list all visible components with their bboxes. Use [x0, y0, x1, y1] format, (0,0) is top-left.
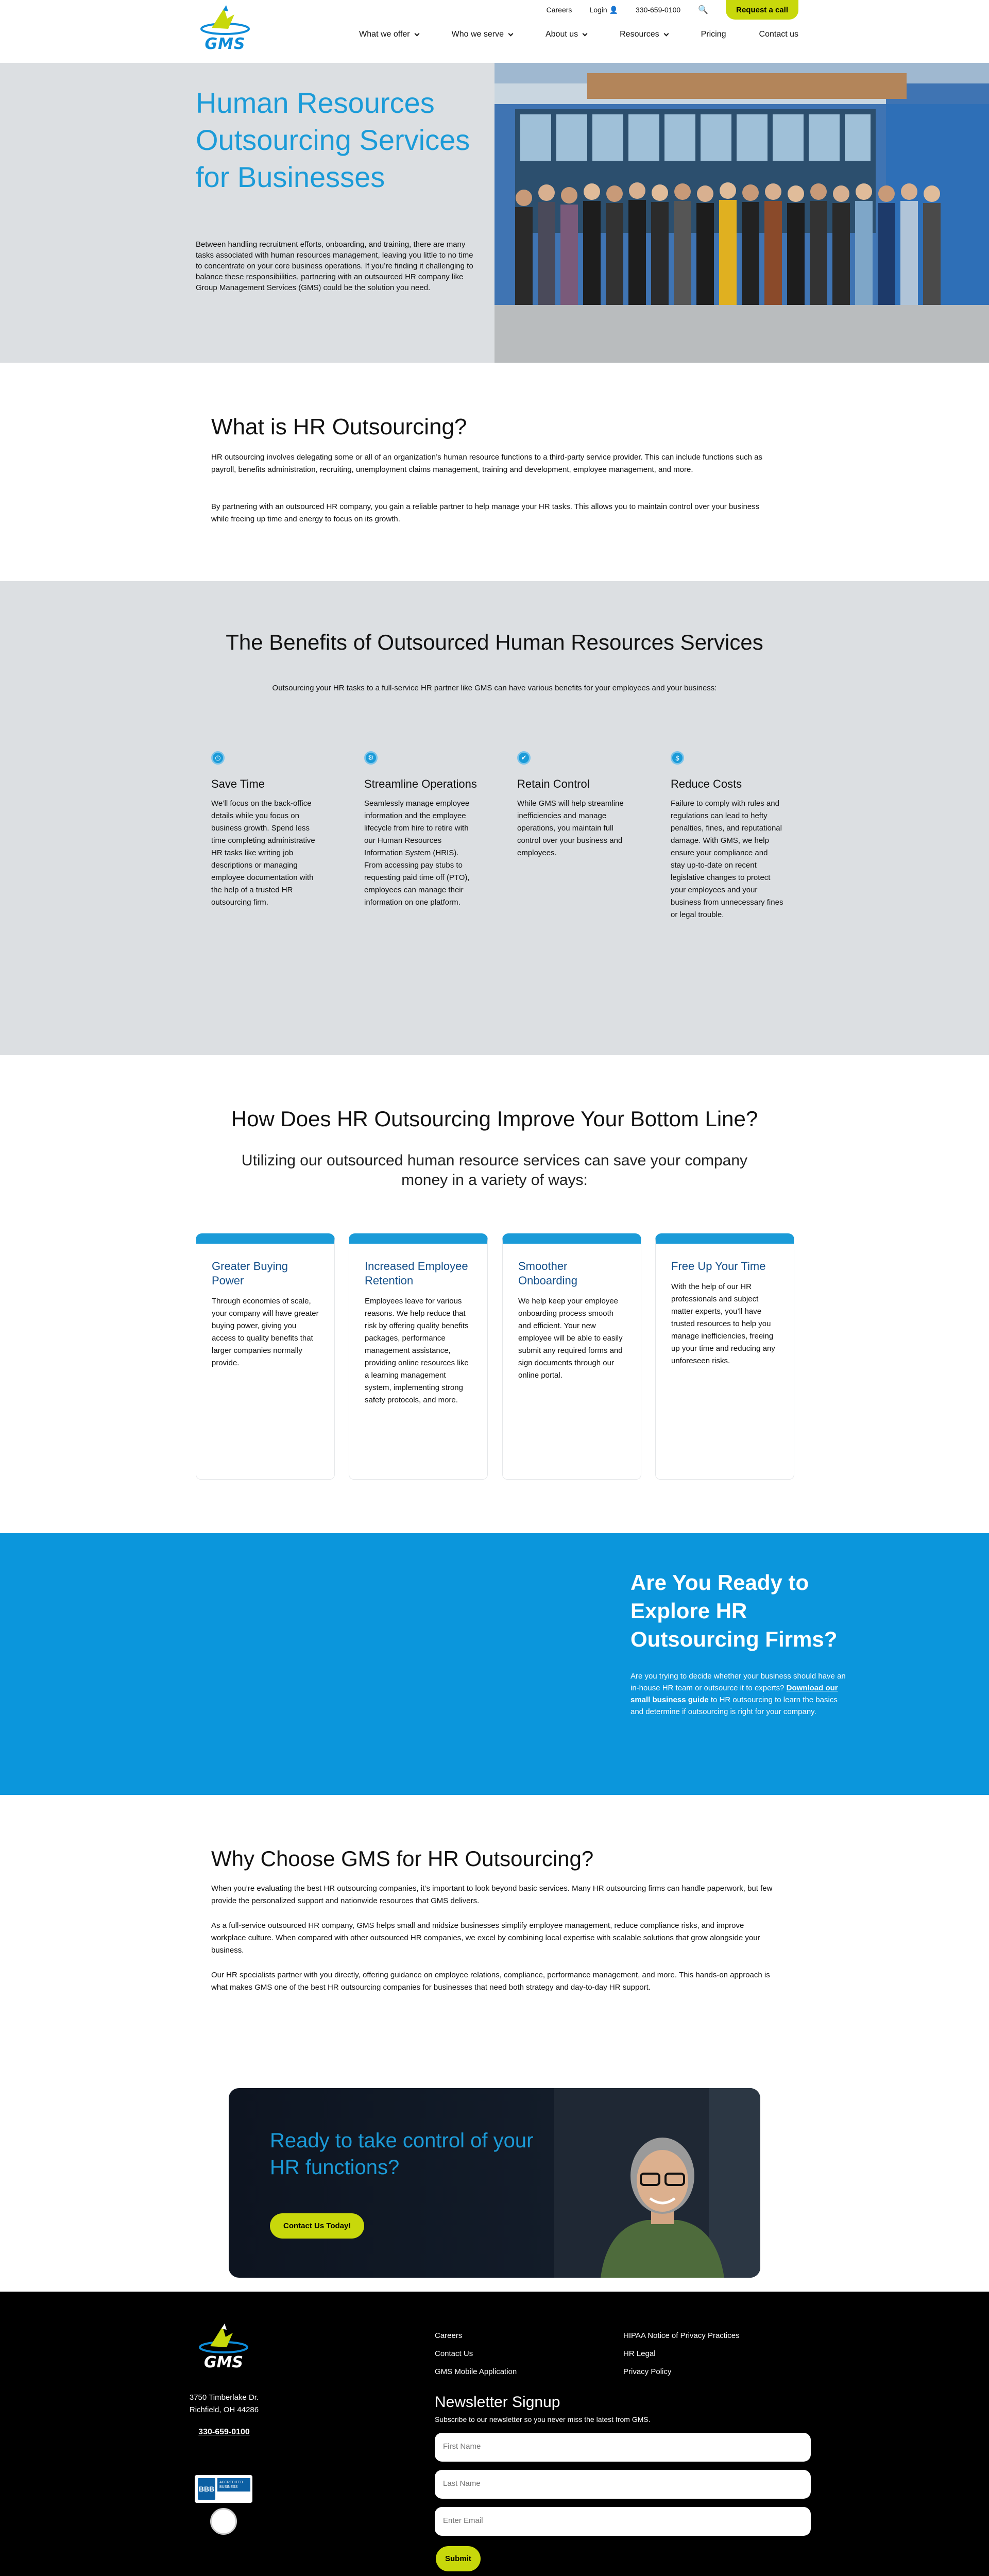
benefits-intro: Outsourcing your HR tasks to a full-service HR partner like GMS can have various benefits for your employees and your business: [272, 684, 717, 692]
nav-about-us[interactable] [545, 30, 587, 39]
chevron-down-icon [663, 31, 669, 36]
nav-label: Who we serve [451, 30, 504, 39]
explore-outsourcing-section [0, 1533, 989, 1795]
last-name-field[interactable]: Last Name [435, 2470, 811, 2499]
benefit-item [211, 751, 325, 909]
benefit-title: Reduce Costs [671, 777, 742, 790]
explore-text-before: Are you trying to decide whether your business should have an in-house HR team or outsource it to experts? [630, 1672, 846, 1692]
control-icon: ✔ [517, 751, 531, 765]
why-paragraph-2: As a full-service outsourced HR company, GMS helps small and midsize businesses simplify employee management, reduce compliance risks, and improve workplace culture. When compared with other outsourced HR companies, we excel by combining local expertise with scalable solutions that grow alongside your business. [211, 1921, 760, 1955]
card-title: Increased Employee Retention [365, 1260, 468, 1287]
footer-link-contact[interactable]: Contact Us [435, 2349, 473, 2358]
card-text: We help keep your employee onboarding process smooth and efficient. Your new employee will be able to easily submit any required forms and sign documents through our online portal. [518, 1297, 623, 1380]
smiling-woman-photo [554, 2088, 760, 2278]
benefit-title: Streamline Operations [364, 777, 477, 790]
chevron-down-icon [414, 31, 419, 36]
card-title: Free Up Your Time [671, 1260, 766, 1273]
footer-link-privacy[interactable]: Privacy Policy [623, 2367, 672, 2376]
clock-icon: ◷ [211, 751, 225, 765]
footer-link-hr-legal[interactable]: HR Legal [623, 2349, 656, 2358]
why-title: Why Choose GMS for HR Outsourcing? [211, 1846, 594, 1871]
benefit-text: We’ll focus on the back-office details while you focus on business growth. Spend less time completing administrative HR tasks like writing job descriptions or managing employee documentation with the help of a trusted HR outsourcing firm. [211, 799, 315, 907]
login-link[interactable] [589, 6, 618, 14]
bottom-line-title: How Does HR Outsourcing Improve Your Bottom Line? [231, 1107, 758, 1131]
site-header [0, 0, 989, 63]
careers-link[interactable]: Careers [546, 6, 572, 14]
chevron-down-icon [508, 31, 514, 36]
savings-card [349, 1233, 488, 1480]
site-footer [0, 2292, 989, 2576]
footer-links-col-2 [623, 2327, 740, 2381]
nav-resources[interactable] [620, 30, 668, 39]
savings-card [502, 1233, 641, 1480]
address-line-1: 3750 Timberlake Dr. [189, 2393, 259, 2402]
bbb-text: ACCREDITED BUSINESS [217, 2478, 250, 2492]
why-choose-section [0, 1795, 989, 2063]
benefit-item [364, 751, 478, 909]
why-paragraph-1: When you’re evaluating the best HR outsourcing companies, it’s important to look beyond basic services. Many HR outsourcing firms can handle paperwork, but few provide the personalized support and nationwide resources that GMS delivers. [211, 1884, 773, 1905]
card-text: With the help of our HR professionals and subject matter experts, you’ll have trusted resources to help you manage inefficiencies, freeing up your time and reducing any unforeseen risks. [671, 1282, 775, 1365]
hero-text: Between handling recruitment efforts, onboarding, and training, there are many tasks associated with human resources management, leaving you little to no time to concentrate on your core business operations. If you’re finding it challenging to balance these responsibilities, partnering with an outsourced HR company like Group Management Services (GMS) could be the solution you need. [196, 240, 473, 292]
footer-link-careers[interactable]: Careers [435, 2331, 463, 2340]
logo-text: GMS [204, 35, 246, 53]
search-icon[interactable]: 🔍 [698, 6, 709, 14]
hero-title: Human Resources Outsourcing Services for Businesses [196, 87, 470, 193]
what-is-paragraph-1: HR outsourcing involves delegating some or all of an organization’s human resource functions to a third-party service provider. This can include functions such as payroll, benefits administration, recruiting, unemployment claims management, training and development, employee management, and more. [211, 453, 763, 474]
benefit-text: Seamlessly manage employee information and the employee lifecycle from hire to retire with our Human Resources Information System (HRIS). From accessing pay stubs to requesting paid time off (PTO), employees can manage their information on one platform. [364, 799, 470, 907]
footer-address [170, 2392, 278, 2416]
hero-section [0, 63, 989, 363]
explore-text-after: to HR outsourcing to learn the basics and determine if outsourcing is right for your company. [630, 1696, 838, 1716]
gms-logo[interactable] [193, 3, 257, 54]
card-title: Greater Buying Power [212, 1260, 288, 1287]
what-is-title: What is HR Outsourcing? [211, 414, 467, 439]
newsletter-submit-button[interactable]: Submit [436, 2546, 481, 2571]
chevron-down-icon [583, 31, 588, 36]
footer-link-hipaa[interactable]: HIPAA Notice of Privacy Practices [623, 2331, 740, 2340]
benefits-section [0, 581, 989, 1055]
card-text: Employees leave for various reasons. We help reduce that risk by offering quality benefits packages, performance management assistance, providing online resources like a learning management system, implementing strong safety protocols, and more. [365, 1297, 469, 1404]
download-guide-link[interactable]: Download our small business guide [630, 1684, 838, 1704]
bbb-accredited-badge[interactable] [195, 2475, 252, 2503]
card-text: Through economies of scale, your company will have greater buying power, giving you access to quality benefits that larger companies normally provide. [212, 1297, 319, 1367]
nav-label: Pricing [701, 30, 726, 39]
what-is-section [0, 363, 989, 581]
card-title: Smoother Onboarding [518, 1260, 577, 1287]
savings-card [655, 1233, 794, 1480]
team-photo [494, 63, 989, 363]
phone-link[interactable]: 330-659-0100 [636, 6, 681, 14]
gear-icon: ⚙ [364, 751, 378, 765]
nav-label: Resources [620, 30, 659, 39]
top-utility-bar [547, 0, 798, 20]
benefit-item [517, 751, 630, 859]
first-name-field[interactable]: First Name [435, 2433, 811, 2462]
address-line-2: Richfield, OH 44286 [189, 2405, 259, 2414]
footer-phone-link[interactable]: 330-659-0100 [198, 2428, 250, 2436]
nav-label: About us [545, 30, 578, 39]
footer-link-mobile-app[interactable]: GMS Mobile Application [435, 2367, 517, 2376]
nav-who-we-serve[interactable] [452, 30, 513, 39]
login-label: Login [589, 5, 607, 14]
benefit-text: Failure to comply with rules and regulations can lead to hefty penalties, fines, and reputational damage. With GMS, we help ensure your compliance and stay up-to-date on recent legislative changes to protect your employees and your business from unnecessary fines or legal trouble. [671, 799, 783, 919]
certification-badge[interactable] [210, 2508, 237, 2535]
footer-logo-text: GMS [203, 2353, 244, 2371]
control-cta-banner [229, 2088, 760, 2278]
logo-swoosh-icon [195, 2321, 252, 2358]
bottom-line-section [0, 1055, 989, 1533]
nav-what-we-offer[interactable] [359, 30, 418, 39]
user-icon: 👤 [609, 5, 618, 14]
dollar-icon: $ [671, 751, 684, 765]
nav-pricing[interactable] [701, 30, 726, 39]
control-cta-title: Ready to take control of your HR functions? [270, 2129, 534, 2179]
benefit-item [671, 751, 784, 921]
bottom-line-subtitle: Utilizing our outsourced human resource services can save your company money in a variety of ways: [241, 1152, 748, 1189]
savings-card [196, 1233, 335, 1480]
explore-title: Are You Ready to Explore HR Outsourcing Firms? [630, 1570, 838, 1651]
email-field[interactable]: Enter Email [435, 2507, 811, 2536]
benefit-title: Retain Control [517, 777, 590, 790]
newsletter-title: Newsletter Signup [435, 2394, 560, 2411]
benefit-text: While GMS will help streamline inefficiencies and manage operations, you maintain full control over your business and employees. [517, 799, 624, 857]
request-call-button[interactable]: Request a call [726, 0, 798, 20]
benefit-title: Save Time [211, 777, 265, 790]
bbb-seal: BBB [198, 2478, 215, 2500]
main-navigation [359, 27, 798, 42]
footer-links-col-1 [435, 2327, 517, 2381]
contact-us-button[interactable]: Contact Us Today! [270, 2213, 364, 2239]
logo-swoosh-icon [196, 3, 254, 39]
team-photo-illustration [494, 63, 989, 363]
explore-text [630, 1670, 847, 1718]
benefits-title: The Benefits of Outsourced Human Resources Services [226, 630, 763, 654]
nav-contact-us[interactable] [759, 30, 798, 39]
what-is-paragraph-2: By partnering with an outsourced HR company, you gain a reliable partner to help manage your HR tasks. This allows you to maintain control over your business while freeing up time and energy to focus on its growth. [211, 502, 760, 523]
why-paragraph-3: Our HR specialists partner with you directly, offering guidance on employee relations, compliance, performance management, and more. This hands-on approach is what makes GMS one of the best HR outsourcing companies for businesses that need both strategy and day-to-day HR support. [211, 1971, 770, 1992]
nav-label: What we offer [359, 30, 410, 39]
footer-gms-logo[interactable] [192, 2321, 255, 2372]
nav-label: Contact us [759, 30, 798, 39]
newsletter-subtitle: Subscribe to our newsletter so you never miss the latest from GMS. [435, 2415, 651, 2424]
